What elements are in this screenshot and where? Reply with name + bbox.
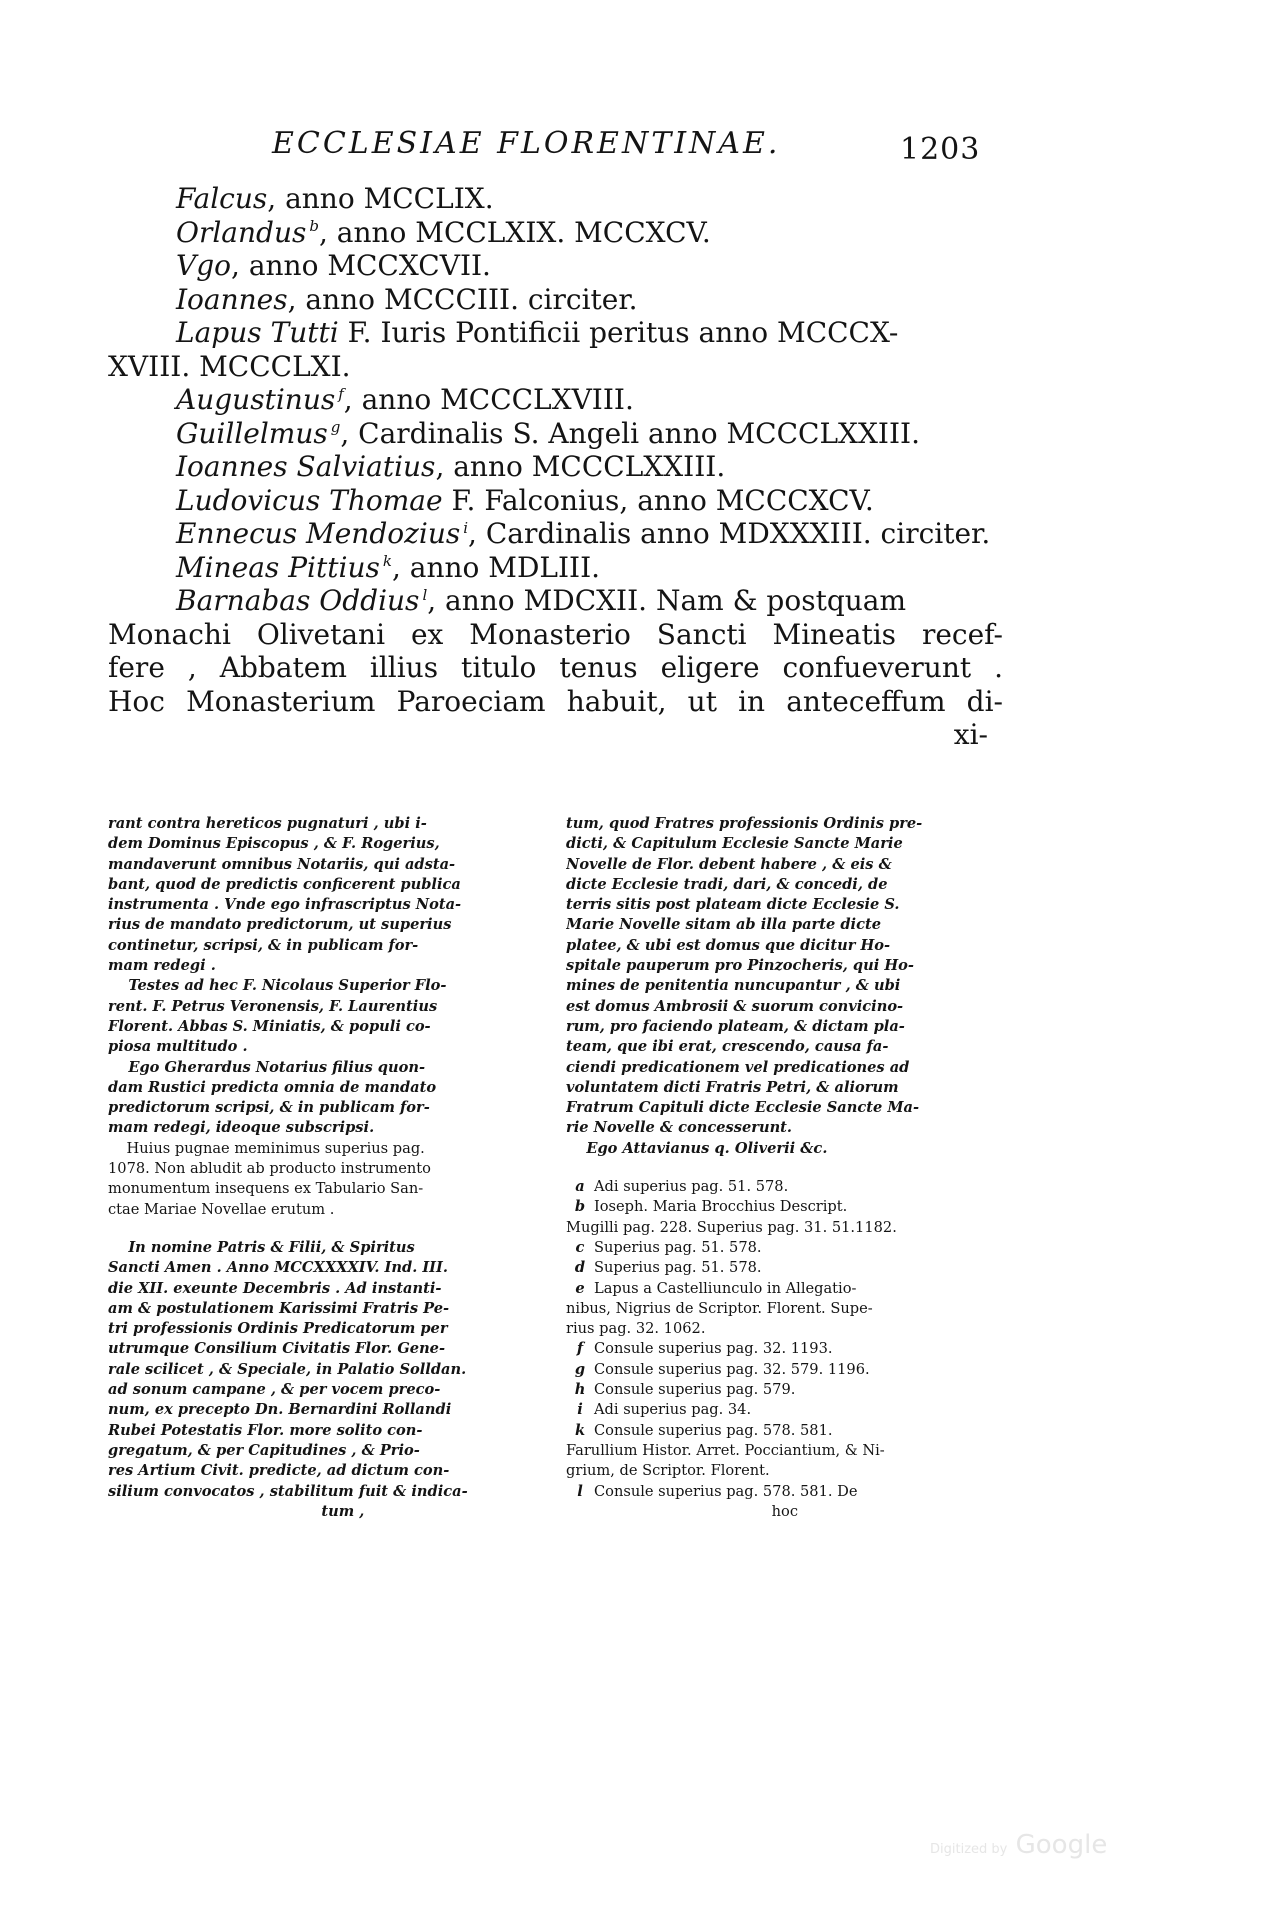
footnote: f Consule superius pag. 32. 1193. [576,1340,833,1358]
abbot-line: Vgo, anno MCCXCVII. [176,249,491,282]
footnote-marker: k [382,552,392,571]
abbot-line: Augustinus $^f$, anno MCCCLXVIII. [176,383,634,416]
text-line: Testes ad hec F. Nicolaus Superior Flo- [108,977,447,995]
text-line: res Artium Civit. predicte, ad dictum con- [108,1462,450,1480]
text-line: utrumque Consilium Civitatis Flor. Gene- [108,1340,446,1358]
right-column [566,814,998,1522]
text-line: mam redegi . [108,957,216,975]
left-column [108,814,503,1522]
text-line: dem Dominus Episcopus , & F. Rogerius, [108,835,440,853]
footnote-marker: f [338,384,344,403]
text-line: terris sitis post plateam dicte Ecclesie S. [566,896,900,914]
abbot-list [108,182,1003,752]
footnote: d Superius pag. 51. 578. [574,1259,762,1277]
text-line: predictorum scripsi, & in publicam for- [108,1099,430,1117]
abbot-line: XVIII. MCCCLXI. [108,349,351,383]
text-line: In nomine Patris & Filii, & Spiritus [108,1238,415,1256]
text-line: Ego Attavianus q. Oliverii &c. [566,1139,828,1157]
footnote: a Adi superius pag. 51. 578. [575,1178,789,1196]
text-line: rius de mandato predictorum, ut superius [108,916,452,934]
footnote-marker: g [330,418,341,437]
footnote: nibus, Nigrius de Scriptor. Florent. Supe- [566,1299,873,1317]
text-line: team, que ibi erat, crescendo, causa fa- [566,1038,889,1056]
footnote: b Ioseph. Maria Brocchius Descript. [574,1198,848,1216]
footnote-marker: b [309,217,319,236]
footnote: g Consule superius pag. 32. 579. 1196. [574,1360,870,1378]
footnote-marker: l [422,585,428,604]
abbot-line: Orlandus $^b$, anno MCCLXIX. MCCXCV. [176,215,711,249]
text-line: Novelle de Flor. debent habere , & eis & [566,855,892,873]
document-excerpt [566,814,998,1159]
text-line: tum, quod Fratres professionis Ordinis pre- [566,815,923,832]
abbot-line: Ennecus Mendozius $^i$, Cardinalis anno MDXXXIII. circiter. [176,517,991,550]
text-line: Florent. Abbas S. Miniatis, & populi co- [108,1017,431,1035]
text-line: tri professionis Ordinis Predicatorum per [108,1320,448,1338]
abbot-line: Falcus, anno MCCLIX. [176,182,494,215]
page-number: 1203 [900,132,981,167]
abbot-line: Barnabas Oddius $^l$, anno MDCXII. Nam & postquam [176,584,907,617]
document-excerpt [108,1238,503,1522]
abbot-line: Ioannes Salviatius, anno MCCCLXXIII. [176,450,726,483]
text-line: mandaverunt omnibus Notariis, qui adsta- [108,855,456,873]
text-line: ad sonum campane , & per vocem preco- [108,1381,441,1399]
abbot-line: Guillelmus $^g$, Cardinalis S. Angeli anno MCCCLXXIII. [176,416,920,450]
text-line: instrumenta . Vnde ego infrascriptus Nota- [108,896,462,914]
text-line: rant contra hereticos pugnaturi , ubi i- [108,815,427,832]
text-line: mam redegi, ideoque subscripsi. [108,1119,375,1137]
document-excerpt [108,814,503,1139]
text-line: 1078. Non abludit ab producto instrumento [108,1160,431,1178]
text-line: dam Rustici predicta omnia de mandato [108,1078,437,1096]
footnote: Mugilli pag. 228. Superius pag. 31. 51.1182. [566,1218,897,1236]
watermark: Digitized by Google [930,1830,1108,1860]
abbot-line: Lapus Tutti F. Iuris Pontificii peritus anno MCCCX- [176,316,899,349]
text-line: est domus Ambrosii & suorum convicino- [566,997,904,1015]
text-line: rale scilicet , & Speciale, in Palatio Solldan. [108,1360,467,1378]
text-line: dicti, & Capitulum Ecclesie Sancte Marie [566,835,903,853]
text-line: gregatum, & per Capitudines , & Prio- [108,1441,420,1459]
text-line: continetur, scripsi, & in publicam for- [108,936,419,954]
text-line: dicte Ecclesie tradi, dari, & concedi, de [566,875,888,893]
footnote: k Consule superius pag. 578. 581. [574,1421,833,1439]
text-line: tum , [108,1502,365,1520]
text-line: mines de penitentia nuncupantur , & ubi [566,977,901,995]
text-line: ctae Mariae Novellae erutum . [108,1200,335,1218]
text-line: silium convocatos , stabilitum fuit & indica- [108,1482,468,1500]
text-line: platee, & ubi est domus que dicitur Ho- [566,936,891,954]
prose-line: Hoc Monasterium Paroeciam habuit, ut in anteceffum di- [108,684,1003,718]
footnote: l Consule superius pag. 578. 581. De [577,1482,858,1500]
catchword: hoc [771,1502,798,1520]
text-line: ciendi predicationem vel predicationes ad [566,1058,910,1076]
text-line: bant, quod de predictis conficerent publica [108,875,461,893]
text-line: rent. F. Petrus Veronensis, F. Laurentius [108,997,438,1015]
text-line: piosa multitudo . [108,1038,248,1056]
text-line: Huius pugnae meminimus superius pag. [108,1139,425,1157]
text-line: Ego Gherardus Notarius filius quon- [108,1058,426,1076]
text-line: Rubei Potestatis Flor. more solito con- [108,1421,423,1439]
text-line: Marie Novelle sitam ab illa parte dicte [566,916,882,934]
prose-line: fere , Abbatem illius titulo tenus eligere confueverunt . [108,651,1003,684]
footnote: Farullium Histor. Arret. Pocciantium, & Ni- [566,1441,885,1459]
running-head: ECCLESIAE FLORENTINAE. [272,126,781,161]
text-line: Fratrum Capituli dicte Ecclesie Sancte Ma- [566,1099,920,1117]
text-line: rie Novelle & concesserunt. [566,1119,792,1137]
footnote: h Consule superius pag. 579. [574,1381,796,1399]
footnotes [566,1177,998,1522]
footnote: rius pag. 32. 1062. [566,1320,706,1338]
abbot-line: Mineas Pittius $^k$, anno MDLIII. [176,550,601,584]
footnote: c Superius pag. 51. 578. [575,1238,762,1256]
text-line: rum, pro faciendo plateam, & dictam pla- [566,1017,905,1035]
text-line: die XII. exeunte Decembris . Ad instanti- [108,1279,442,1297]
abbot-line: Ioannes, anno MCCCIII. circiter. [176,282,638,316]
text-line: am & postulationem Karissimi Fratris Pe- [108,1299,450,1317]
text-line: Sancti Amen . Anno MCCXXXXIV. Ind. III. [108,1259,448,1277]
footnote: e Lapus a Castelliunculo in Allegatio- [575,1279,857,1297]
footnote: grium, de Scriptor. Florent. [566,1462,770,1480]
footnote-marker: i [463,518,469,537]
commentary [108,1139,503,1220]
text-line: monumentum insequens ex Tabulario San- [108,1180,424,1198]
abbot-line: Ludovicus Thomae F. Falconius, anno MCCCXCV. [176,483,874,517]
footnote: i Adi superius pag. 34. [577,1401,752,1419]
text-line: spitale pauperum pro Pinzocheris, qui Ho- [566,957,914,975]
text-line: num, ex precepto Dn. Bernardini Rollandi [108,1401,452,1419]
prose-line: xi- [953,718,988,751]
text-line: voluntatem dicti Fratris Petri, & aliorum [566,1078,899,1096]
prose-line: Monachi Olivetani ex Monasterio Sancti Mineatis recef- [108,617,1003,651]
